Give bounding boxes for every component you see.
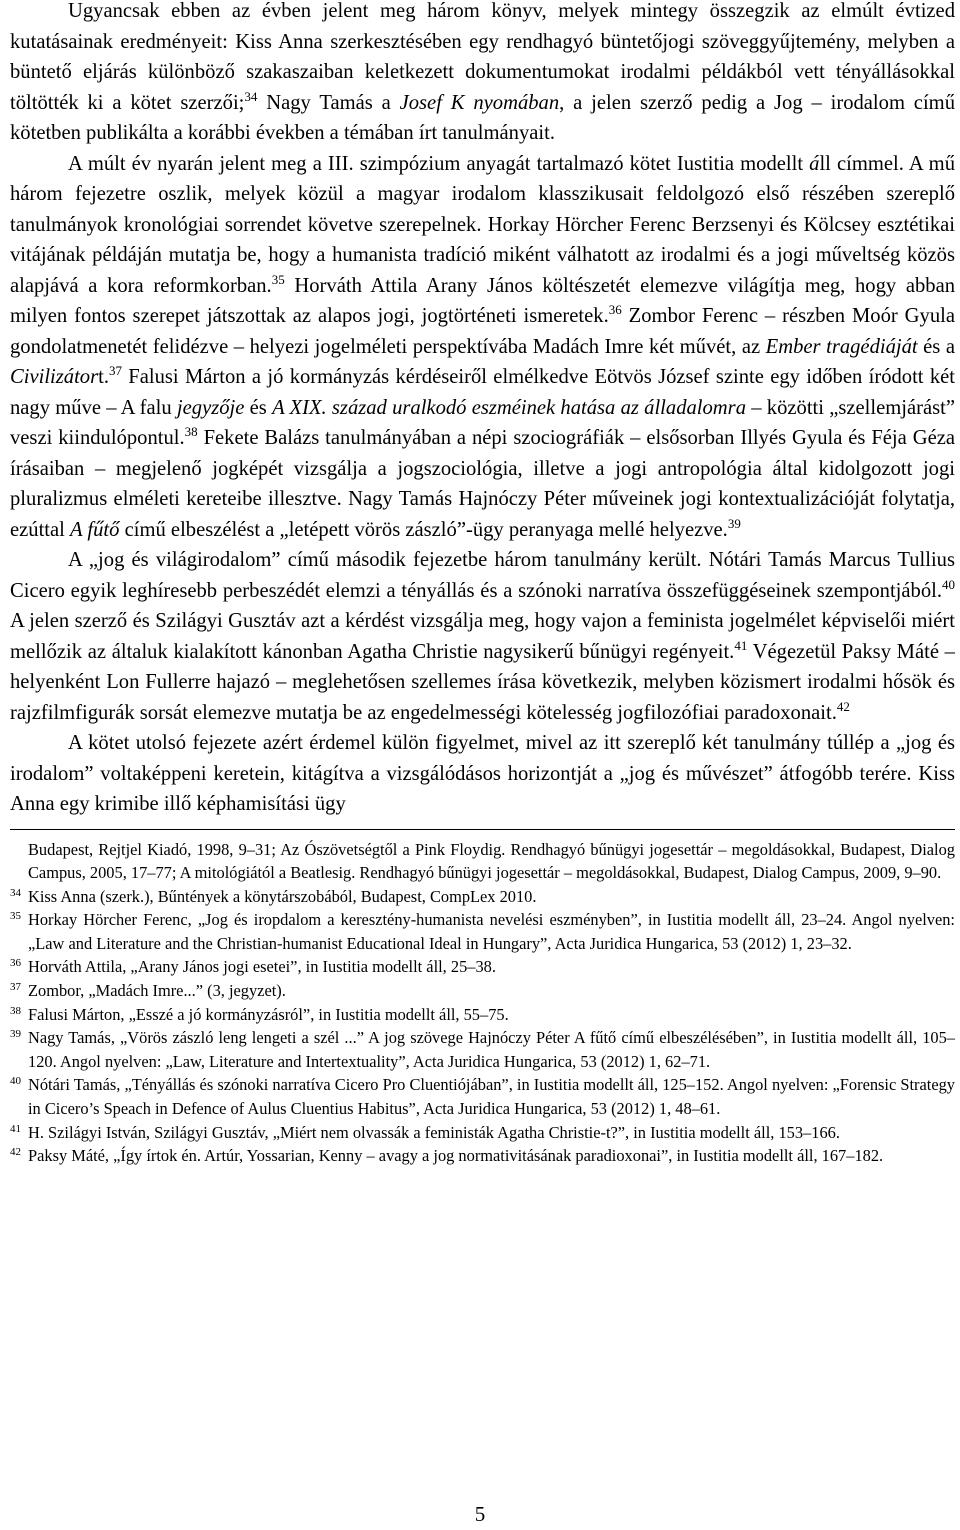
text-run: és	[244, 396, 273, 419]
text-run: Horváth Attila Arany János költészetét elemezve világítja meg, hogy abban milyen fontos szerepet játszottak az alapos jogi, jogtörténeti ismeretek.	[10, 274, 956, 327]
footnote-separator	[10, 829, 955, 830]
text-run: , a jelen szerző pedig a Jog – irodalom című kötetben publikálta a korábbi években a témában írt tanulmányait.	[10, 91, 955, 144]
italic-title: Ember tragédiáját	[765, 335, 918, 358]
main-text	[10, 0, 955, 820]
text-run: – közötti „szellemjárást” veszi kiindulópontul.	[10, 396, 955, 449]
footnote-text: Nótári Tamás, „Tényállás és szónoki narratíva Cicero Pro Cluentiójában”, in Iustitia modellt áll, 125–152. Angol nyelven: „Forensic Strategy in Cicero’s Speach in Defence of Aulus Cluentius Habitus”, Acta Juridica Hungarica, 53 (2012) 1, 48–61.	[28, 1075, 955, 1119]
footnote-ref: 40	[942, 576, 955, 592]
footnote-text: Paksy Máté, „Így írtok én. Artúr, Yossarian, Kenny – avagy a jog normativitásának paradioxonai”, in Iustitia modellt áll, 167–182.	[28, 1146, 884, 1166]
text-run: A kötet utolsó fejezete azért érdemel külön figyelmet, mivel az itt szereplő két tanulmány túllép a „jog és irodalom” voltaképpeni keretein, kitágítva a vizsgálódásos horizontját a „jog és művészet” átfogóbb terére. Kiss Anna egy krimibe illő képhamisítási ügy	[10, 732, 955, 815]
text-run: A „jog és világirodalom” című második fejezetbe három tanulmány került. Nótári Tamás Marcus Tullius Cicero egyik leghíresebb perbeszédét elemzi a tényállás és a szónoki narratíva összefüggéseinek szempontjából.	[10, 549, 955, 602]
footnote-text: Budapest, Rejtjel Kiadó, 1998, 9–31; Az Ószövetségtől a Pink Floydig. Rendhagyó bűnügyi jogesettár – megoldásokkal, Budapest, Dialog Campus, 2005, 17–77; A mitológiától a Beatlesig. Rendhagyó bűnügyi jogesettár – megoldásokkal, Budapest, Dialog Campus, 2009, 9–90.	[28, 839, 955, 883]
footnote: 38 Falusi Márton, „Esszé a jó kormányzásról”, in Iustitia modellt áll, 55–75.	[10, 1004, 509, 1024]
italic-title: jegyzője	[176, 396, 245, 419]
text-run: Ugyancsak ebben az évben jelent meg három könyv, melyek mintegy összegzik az elmúlt évtized kutatásainak eredményeit: Kiss Anna szerkesztésében egy rendhagyó büntetőjogi szöveggyűjtemény, melyben a büntető eljárás különböző szakaszaiban keletkezett dokumentumokat irodalmi példákból vett tényállásokkal töltötték ki a kötet szerzői;	[10, 0, 955, 114]
page-number: 5	[474, 1502, 486, 1526]
italic-title: Josef K nyomában	[399, 91, 560, 114]
text-run: t.	[98, 366, 109, 388]
footnote-ref: 42	[836, 698, 850, 714]
footnote-text: H. Szilágyi István, Szilágyi Gusztáv, „Miért nem olvassák a feministák Agatha Christie-t?”, in Iustitia modellt áll, 153–166.	[28, 1122, 840, 1142]
footnote-ref: 41	[734, 637, 748, 653]
footnote	[10, 838, 955, 885]
body-paragraph	[10, 545, 955, 728]
text-run: és a	[917, 335, 955, 358]
text-run: Falusi Márton a jó kormányzás kérdéseiről elmélkedve Eötvös József szinte egy időben íródott két nagy műve – A falu	[10, 366, 955, 419]
footnote: 40 Nótári Tamás, „Tényállás és szónoki narratíva Cicero Pro Cluentiójában”, in Iustitia modellt áll, 125–152. Angol nyelven: „Forensic Strategy in Cicero’s Speach in Defence of Aulus Cluentius Habitus”, Acta Juridica Hungarica, 53 (2012) 1, 48–61.	[10, 1075, 955, 1119]
body-paragraph	[10, 728, 955, 820]
footnote-ref: 35	[271, 271, 285, 287]
footnote: 41 H. Szilágyi István, Szilágyi Gusztáv, „Miért nem olvassák a feministák Agatha Christie-t?”, in Iustitia modellt áll, 153–166.	[10, 1122, 840, 1142]
page	[10, 0, 955, 1168]
footnote-text: Nagy Tamás, „Vörös zászló leng lengeti a szél ...” A jog szövege Hajnóczy Péter A fűtő című elbeszélésében”, in Iustitia modellt áll, 105–120. Angol nyelven: „Law, Literature and Intertextuality”, Acta Juridica Hungarica, 53 (2012) 1, 62–71.	[28, 1028, 955, 1071]
text-run: című elbeszélést a „letépett vörös zászló”-ügy peranyaga mellé helyezve.	[119, 518, 728, 541]
footnotes	[10, 838, 955, 1168]
footnote: 39 Nagy Tamás, „Vörös zászló leng lengeti a szél ...” A jog szövege Hajnóczy Péter A fűtő című elbeszélésében”, in Iustitia modellt áll, 105–120. Angol nyelven: „Law, Literature and Intertextuality”, Acta Juridica Hungarica, 53 (2012) 1, 62–71.	[10, 1028, 955, 1071]
body-paragraph	[10, 149, 955, 546]
footnote-text: Kiss Anna (szerk.), Bűntények a könytárszobából, Budapest, CompLex 2010.	[28, 886, 537, 906]
footnote: 36 Horváth Attila, „Arany János jogi esetei”, in Iustitia modellt áll, 25–38.	[10, 957, 496, 977]
text-run: ll címmel. A mű három fejezetre oszlik, melyek közül a magyar irodalom klasszikusait feldolgozó első részében szereplő tanulmányok kronológiai sorrendet követve szerepelnek. Horkay Hörcher Ferenc Berzsenyi és Kölcsey esztétikai vitájának példáján mutatja be, hogy a humanista tradíció miként válhatott az irodalmi és a jogi műveltség közös alapjává a kora reformkorban.	[10, 152, 955, 297]
footnote: 35 Horkay Hörcher Ferenc, „Jog és iropdalom a keresztény-humanista nevelési eszményben”, in Iustitia modellt áll, 23–24. Angol nyelven: „Law and Literature and the Christian-humanist Educational Ideal in Hungary”, Acta Juridica Hungarica, 53 (2012) 1, 23–32.	[10, 910, 955, 953]
footnote: 42 Paksy Máté, „Így írtok én. Artúr, Yossarian, Kenny – avagy a jog normativitásának paradioxonai”, in Iustitia modellt áll, 167–182.	[10, 1146, 884, 1166]
text-run: Nagy Tamás a	[257, 91, 400, 114]
italic-title: A fűtő	[70, 518, 120, 541]
text-run: A múlt év nyarán jelent meg a III. szimpózium anyagát tartalmazó kötet Iustitia modellt	[68, 152, 810, 175]
italic-title: A XIX. század uralkodó eszméinek hatása az álladalomra	[272, 396, 746, 419]
text-run: Zombor Ferenc – részben Moór Gyula gondolatmenetét felidézve – helyezi jogelméleti perspektívába Madách Imre két művét, az	[10, 305, 955, 358]
text-run: A jelen szerző és Szilágyi Gusztáv azt a kérdést vizsgálja meg, hogy vajon a feminista jogelmélet képviselői miért mellőzik az általuk kialakított kánonban Agatha Christie nagysikerű bűnügyi regényeit.	[10, 610, 955, 663]
footnote-text: Falusi Márton, „Esszé a jó kormányzásról”, in Iustitia modellt áll, 55–75.	[28, 1004, 509, 1024]
italic-title: Civilizátor	[10, 366, 99, 388]
footnote-ref: 38	[184, 424, 198, 439]
footnote-text: Horváth Attila, „Arany János jogi esetei”, in Iustitia modellt áll, 25–38.	[28, 957, 496, 977]
text-run: Végezetül Paksy Máté – helyenként Lon Fullerre hajazó – meglehetősen szellemes írása következik, melyben közismert irodalmi hősök és rajzfilmfigurák sorsát elemezve mutatja be az engedelmességi kötelesség jogfilozófiai paradoxonait.	[10, 640, 955, 724]
footnote-ref: 34	[244, 88, 258, 104]
footnote: 37 Zombor, „Madách Imre...” (3, jegyzet).	[10, 981, 286, 1001]
footnote-text: Zombor, „Madách Imre...” (3, jegyzet).	[28, 981, 286, 1001]
footnote-ref: 37	[108, 363, 122, 378]
text-run: Fekete Balázs tanulmányában a népi szociográfiák – elsősorban Illyés Gyula és Féja Géza írásaiban – megjelenő jogképét vizsgálja a jogszociológia, illetve a jogi antropológia által kidolgozott jogi pluralizmus elméleti kereteibe illesztve. Nagy Tamás Hajnóczy Péter műveinek jogi kontextualizációját folytatja, ezúttal	[10, 427, 955, 541]
footnote: 34 Kiss Anna (szerk.), Bűntények a könytárszobából, Budapest, CompLex 2010.	[10, 886, 537, 906]
italic-title: á	[809, 152, 820, 175]
footnote-ref: 36	[608, 302, 622, 317]
body-paragraph	[10, 0, 955, 149]
footnote-text: Horkay Hörcher Ferenc, „Jog és iropdalom a keresztény-humanista nevelési eszményben”, in Iustitia modellt áll, 23–24. Angol nyelven: „Law and Literature and the Christian-humanist Educational Ideal in Hungary”, Acta Juridica Hungarica, 53 (2012) 1, 23–32.	[28, 910, 955, 953]
footnote-ref: 39	[727, 515, 741, 531]
